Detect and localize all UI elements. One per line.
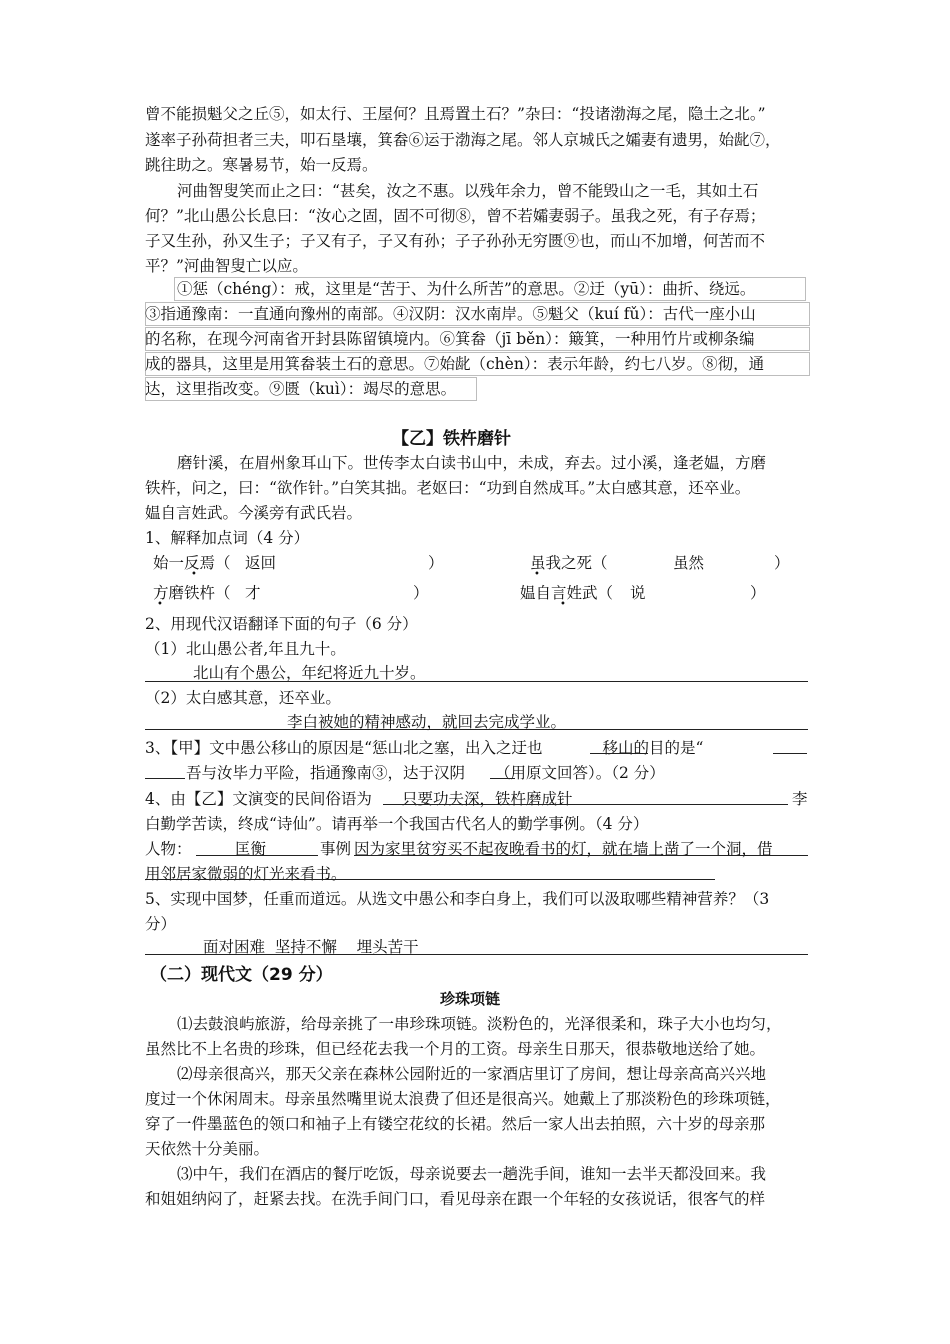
q4-person-answer: 匡衡 <box>235 840 267 858</box>
article-line: 穿了一件墨蓝色的领口和袖子上有镂空花纹的长裙。然后一家人出去拍照，六十岁的母亲那 <box>145 1115 766 1133</box>
jia-line-5: 何？”北山愚公长息曰：“汝心之固，固不可彻⑧，曾不若孀妻弱子。虽我之死，有子存焉； <box>145 207 766 225</box>
q2-answer-1: 北山有个愚公，年纪将近九十岁。 <box>193 664 426 682</box>
q1-item-a: 始一反焉（ <box>153 554 231 572</box>
q1-close-d: ） <box>750 584 766 602</box>
emphasis-dot: • <box>191 569 197 580</box>
q1-close-c: ） <box>413 584 429 602</box>
answer-line <box>145 729 808 730</box>
q1-answer-b: 虽然 <box>673 554 705 572</box>
article-title: 珍珠项链 <box>440 990 501 1008</box>
note-line-5: 达，这里指改变。⑨匮（kuì）：竭尽的意思。 <box>145 380 457 398</box>
emphasis-dot: • <box>560 599 566 610</box>
article-line: 虽然比不上名贵的珍珠，但已经花去我一个月的工资。母亲生日那天，很恭敬地送给了她。 <box>145 1040 766 1058</box>
q2-sentence-2: （2）太白感其意，还卒业。 <box>145 689 341 707</box>
emphasis-dot: • <box>534 569 540 580</box>
q1-answer-c: 才 <box>245 584 261 602</box>
article-line: ⑶中午，我们在酒店的餐厅吃饭，母亲说要去一趟洗手间，谁知一去半天都没回来。我 <box>177 1165 767 1183</box>
note-line-2: ③指通豫南：一直通向豫州的南部。④汉阴：汉水南岸。⑤魁父（kuí fǔ）：古代一座小山 <box>145 305 756 323</box>
yi-line-2: 铁杵，问之，曰：“欲作针。”白笑其拙。老妪曰：“功到自然成耳。”太白感其意，还卒业。 <box>145 479 751 497</box>
q1-item-b: 虽我之死（ <box>530 554 608 572</box>
q1-title: 1、解释加点词（4 分） <box>145 529 310 547</box>
q1-close-b: ） <box>774 554 790 572</box>
jia-line-2: 遂率子孙荷担者三夫，叩石垦壤，箕畚⑥运于渤海之尾。邻人京城氏之孀妻有遗男，始龀⑦， <box>145 131 781 149</box>
q1-item-d: 媪自言姓武（ <box>520 584 614 602</box>
q4-line-1-end: 李 <box>792 790 808 808</box>
note-line-1: ①惩（chéng）：戒，这里是“苦于、为什么所苦”的意思。②迂（yū）：曲折、绕远。 <box>177 280 756 298</box>
jia-line-1: 曾不能损魁父之丘⑤，如太行、王屋何？且焉置土石？”杂曰：“投诸渤海之尾，隐土之北。” <box>145 105 766 123</box>
answer-line <box>145 681 808 682</box>
q4-example-answer-1: 因为家里贫穷买不起夜晚看书的灯，就在墙上凿了一个洞，借 <box>354 840 773 858</box>
q4-person-label: 人物： <box>145 840 192 858</box>
note-line-3: 的名称，在现今河南省开封县陈留镇境内。⑥箕畚（jī běn）：簸箕，一种用竹片或柳条编 <box>145 330 755 348</box>
blank <box>145 879 715 880</box>
yi-line-3: 媪自言姓武。今溪旁有武氏岩。 <box>145 504 363 522</box>
blank <box>590 753 648 754</box>
q4-line-2: 白勤学苦读，终成“诗仙”。请再举一个我国古代名人的勤学事例。（4 分） <box>145 815 649 833</box>
section-heading: （二）现代文（29 分） <box>150 965 333 985</box>
q4-example-answer-2: 用邻居家微弱的灯光来看书。 <box>145 865 347 883</box>
q1-item-c: 方磨铁杵（ <box>153 584 231 602</box>
q1-answer-a: 返回 <box>245 554 277 572</box>
blank <box>383 804 788 805</box>
q5-line-1: 5、实现中国梦，任重而道远。从选文中愚公和李白身上，我们可以汲取哪些精神营养？（3 <box>145 890 770 908</box>
q4-example-label: 事例 <box>320 840 352 858</box>
blank <box>490 778 515 779</box>
article-line: ⑴去鼓浪屿旅游，给母亲挑了一串珍珠项链。淡粉色的，光泽很柔和，珠子大小也均匀， <box>177 1015 782 1033</box>
answer-line <box>145 954 808 955</box>
note-line-4: 成的器具，这里是用箕畚装土石的意思。⑦始龀（chèn）：表示年龄，约七八岁。⑧彻，通 <box>145 355 765 373</box>
q4-line-1: 4、由【乙】文演变的民间俗语为 <box>145 790 372 808</box>
q4-proverb-answer: 只要功夫深，铁杵磨成针 <box>402 790 573 808</box>
blank <box>354 855 808 856</box>
q5-answer: 面对困难 坚持不懈 埋头苦干 <box>203 938 419 956</box>
jia-line-7: 平？”河曲智叟亡以应。 <box>145 257 308 275</box>
jia-line-6: 子又生孙，孙又生子；子又有子，子又有孙；子子孙孙无穷匮⑨也，而山不加增，何苦而不 <box>145 232 766 250</box>
yi-title: 【乙】铁杵磨针 <box>392 429 511 449</box>
q3-line-2: 吾与汝毕力平险，指通豫南③，达于汉阴 （用原文回答）。（2 分） <box>186 764 665 782</box>
blank <box>196 855 318 856</box>
q2-answer-2: 李白被她的精神感动，就回去完成学业。 <box>287 713 567 731</box>
article-line: 度过一个休闲周末。母亲虽然嘴里说太浪费了但还是很高兴。她戴上了那淡粉色的珍珠项链， <box>145 1090 781 1108</box>
article-line: ⑵母亲很高兴，那天父亲在森林公园附近的一家酒店里订了房间，想让母亲高高兴兴地 <box>177 1065 767 1083</box>
q5-line-2: 分） <box>145 915 177 933</box>
yi-line-1: 磨针溪，在眉州象耳山下。世传李太白读书山中，未成，弃去。过小溪，逢老媪，方磨 <box>177 454 767 472</box>
article-line: 和姐姐纳闷了，赶紧去找。在洗手间门口，看见母亲在跟一个年轻的女孩说话，很客气的样 <box>145 1190 766 1208</box>
q1-close-a: ） <box>428 554 444 572</box>
q3-line-1: 3、【甲】文中愚公移山的原因是“惩山北之塞，出入之迂也 移山的目的是“ <box>145 739 704 757</box>
q2-sentence-1: （1）北山愚公者,年且九十。 <box>145 640 346 658</box>
article-line: 天依然十分美丽。 <box>145 1140 270 1158</box>
blank <box>145 778 185 779</box>
emphasis-dot: • <box>157 599 163 610</box>
jia-line-3: 跳往助之。寒暑易节，始一反焉。 <box>145 156 378 174</box>
q2-title: 2、用现代汉语翻译下面的句子（6 分） <box>145 615 418 633</box>
q1-answer-d: 说 <box>630 584 646 602</box>
blank <box>773 753 807 754</box>
jia-line-4: 河曲智叟笑而止之曰：“甚矣，汝之不惠。以残年余力，曾不能毁山之一毛，其如土石 <box>177 182 759 200</box>
